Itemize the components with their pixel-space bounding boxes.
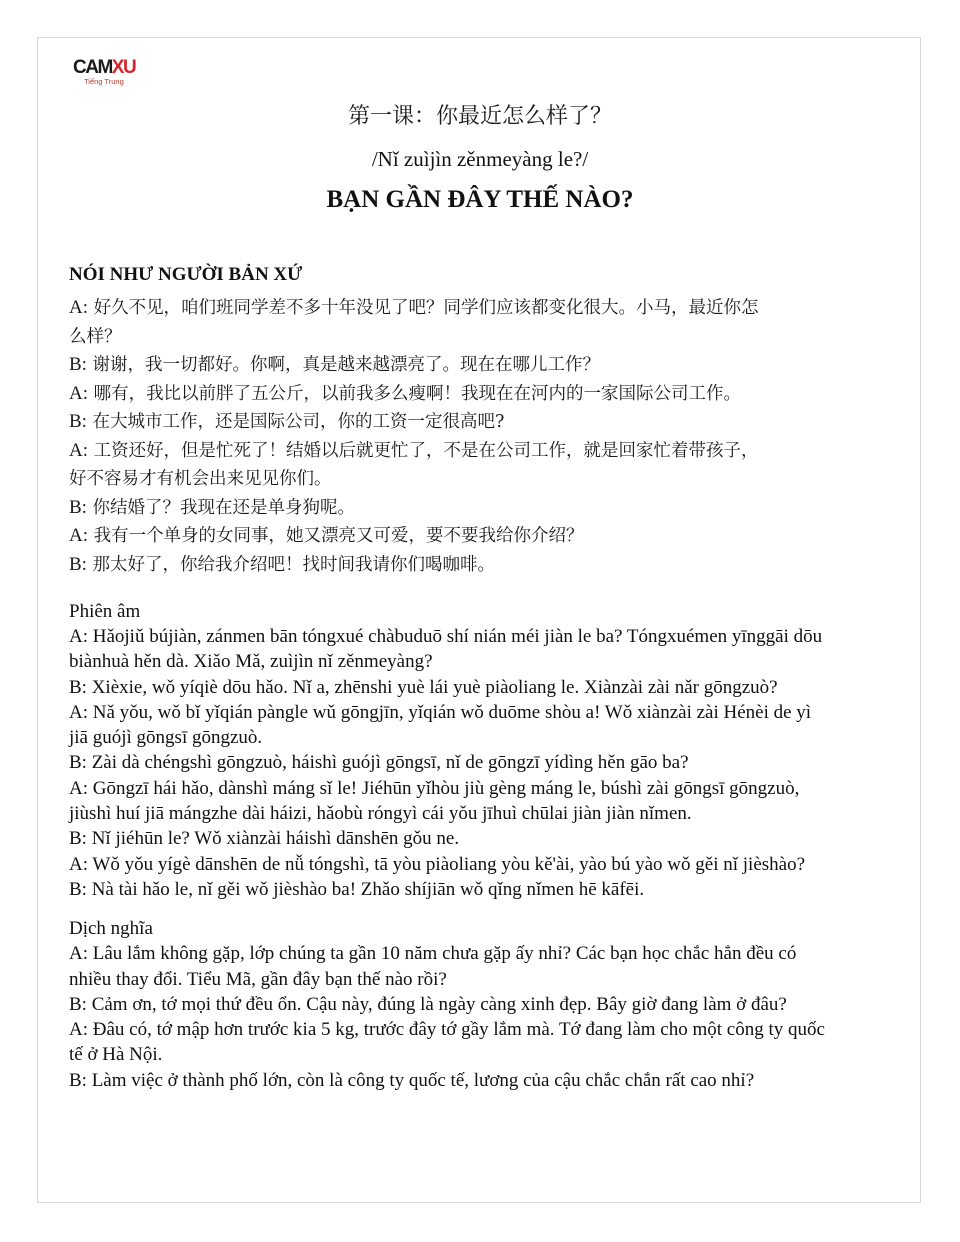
speaker-label: A:: [69, 525, 88, 546]
dialogue-text: 我有一个单身的女同事，她又漂亮又可爱，要不要我给你介绍？: [88, 526, 584, 546]
pinyin-label: Phiên âm: [69, 601, 141, 622]
dialogue-line: [69, 294, 884, 323]
pinyin-line: A: Hǎojiǔ bújiàn, zánmen bān tóngxué chàbuduō shí nián méi jiàn le ba? Tóngxuémen yīnggāi dōu: [69, 626, 823, 647]
camxu-logo: [73, 58, 153, 86]
spacer: [69, 902, 884, 916]
pinyin-line: B: Zài dà chéngshì gōngzuò, háishì guójì gōngsī, nǐ de gōngzī yídìng hěn gāo ba?: [69, 752, 689, 774]
dialogue-line: [69, 351, 884, 380]
translation-line: nhiều thay đổi. Tiểu Mã, gần đây bạn thế nào rồi?: [69, 968, 447, 990]
pinyin-line: B: Nǐ jiéhūn le? Wǒ xiànzài háishì dānshēn gǒu ne.: [69, 828, 460, 850]
translation-label: Dịch nghĩa: [69, 918, 153, 940]
logo-wordmark-dark: CAM: [73, 57, 112, 78]
pinyin-line: B: Nà tài hǎo le, nǐ gěi wǒ jièshào ba! Zhǎo shíjiān wǒ qǐng nǐmen hē kāfēi.: [69, 878, 645, 900]
translation-line: A: Lâu lắm không gặp, lớp chúng ta gần 10 năm chưa gặp ấy nhỉ? Các bạn học chắc hẳn đều có: [69, 943, 797, 965]
lesson-content: [69, 262, 884, 1093]
pinyin-section: [69, 599, 884, 902]
translation-line: A: Đâu có, tớ mập hơn trước kia 5 kg, trước đây tớ gầy lắm mà. Tớ đang làm cho một công ty quốc: [69, 1019, 825, 1041]
speaker-label: A:: [69, 382, 88, 404]
translation-line: B: Cảm ơn, tớ mọi thứ đều ổn. Cậu này, đúng là ngày càng xinh đẹp. Bây giờ đang làm ở đâu?: [69, 993, 787, 1015]
dialogue-text: 好不容易才有机会出来见见你们。: [69, 469, 332, 489]
logo-wordmark: [73, 58, 153, 78]
translation-line: B: Làm việc ở thành phố lớn, còn là công ty quốc tế, lương của cậu chắc chắn rất cao nhỉ?: [69, 1069, 755, 1091]
pinyin-line: B: Xièxie, wǒ yíqiè dōu hǎo. Nǐ a, zhēnshi yuè lái yuè piàoliang le. Xiànzài zài nǎr gōngzuò?: [69, 676, 778, 698]
dialogue-line: [69, 437, 884, 466]
speaker-label: B:: [69, 496, 87, 518]
speaker-label: B:: [69, 553, 87, 575]
translation-section: [69, 916, 884, 1093]
dialogue-line: [69, 323, 884, 352]
dialogue-line: [69, 522, 884, 551]
pinyin-line: A: Gōngzī hái hǎo, dànshì máng sǐ le! Jiéhūn yǐhòu jiù gèng máng le, búshì zài gōngsī gōngzuò,: [69, 777, 800, 799]
lesson-title-pinyin: /Nǐ zuìjìn zěnmeyàng le?/: [371, 147, 589, 171]
dialogue-line: [69, 465, 884, 494]
dialogue-text: 好久不见，咱们班同学差不多十年没见了吧？同学们应该都变化很大。小马，最近你怎: [88, 298, 759, 318]
dialogue-text: 哪有，我比以前胖了五公斤，以前我多么瘦啊！我现在在河内的一家国际公司工作。: [88, 383, 742, 404]
pinyin-line: biànhuà hěn dà. Xiǎo Mǎ, zuìjìn nǐ zěnmeyàng?: [69, 651, 433, 673]
speaker-label: B:: [69, 411, 87, 432]
lesson-title-chinese: 第一课：你最近怎么样了？: [347, 104, 612, 129]
translation-line: tế ở Hà Nội.: [69, 1044, 163, 1066]
dialogue-heading: NÓI NHƯ NGƯỜI BẢN XỨ: [69, 264, 303, 285]
pinyin-line: jiùshì huí jiā mángzhe dài háizi, hǎobù róngyì cái yǒu jīhuì chūlai jiàn jiàn nǐmen.: [69, 803, 692, 825]
speaker-label: A:: [69, 297, 88, 318]
pinyin-line: A: Nǎ yǒu, wǒ bǐ yǐqián pàngle wǔ gōngjīn, yǐqián wǒ duōme shòu a! Wǒ xiànzài zài Hénèi de yì: [69, 701, 812, 723]
dialogue-text: 那太好了，你给我介绍吧！找时间我请你们喝咖啡。: [86, 554, 496, 575]
speaker-label: B:: [69, 354, 87, 375]
dialogue-line: [69, 551, 884, 580]
logo-tagline: Tiếng Trung: [84, 77, 124, 86]
logo-wordmark-red: XU: [111, 57, 136, 78]
pinyin-line: jiā guójì gōngsī gōngzuò.: [69, 727, 263, 749]
pinyin-line: A: Wǒ yǒu yígè dānshēn de nǚ tóngshì, tā yòu piàoliang yòu kě'ài, yào bú yào wǒ gěi nǐ jièshào?: [69, 853, 806, 875]
dialogue-text: 工资还好，但是忙死了！结婚以后就更忙了，不是在公司工作，就是回家忙着带孩子，: [88, 440, 759, 461]
dialogue-line: [69, 408, 884, 437]
speaker-label: A:: [69, 439, 88, 461]
chinese-dialogue: [69, 294, 884, 579]
dialogue-text: 在大城市工作，还是国际公司，你的工资一定很高吧?: [86, 412, 505, 432]
dialogue-text: 谢谢，我一切都好。你啊，真是越来越漂亮了。现在在哪儿工作？: [86, 355, 601, 375]
dialogue-line: [69, 380, 884, 409]
lesson-title-vietnamese: BẠN GẦN ĐÂY THẾ NÀO?: [326, 186, 634, 213]
spacer: [69, 579, 884, 599]
dialogue-text: 你结婚了？我现在还是单身狗呢。: [86, 497, 356, 518]
dialogue-line: [69, 494, 884, 523]
dialogue-text: 么样？: [69, 326, 122, 347]
